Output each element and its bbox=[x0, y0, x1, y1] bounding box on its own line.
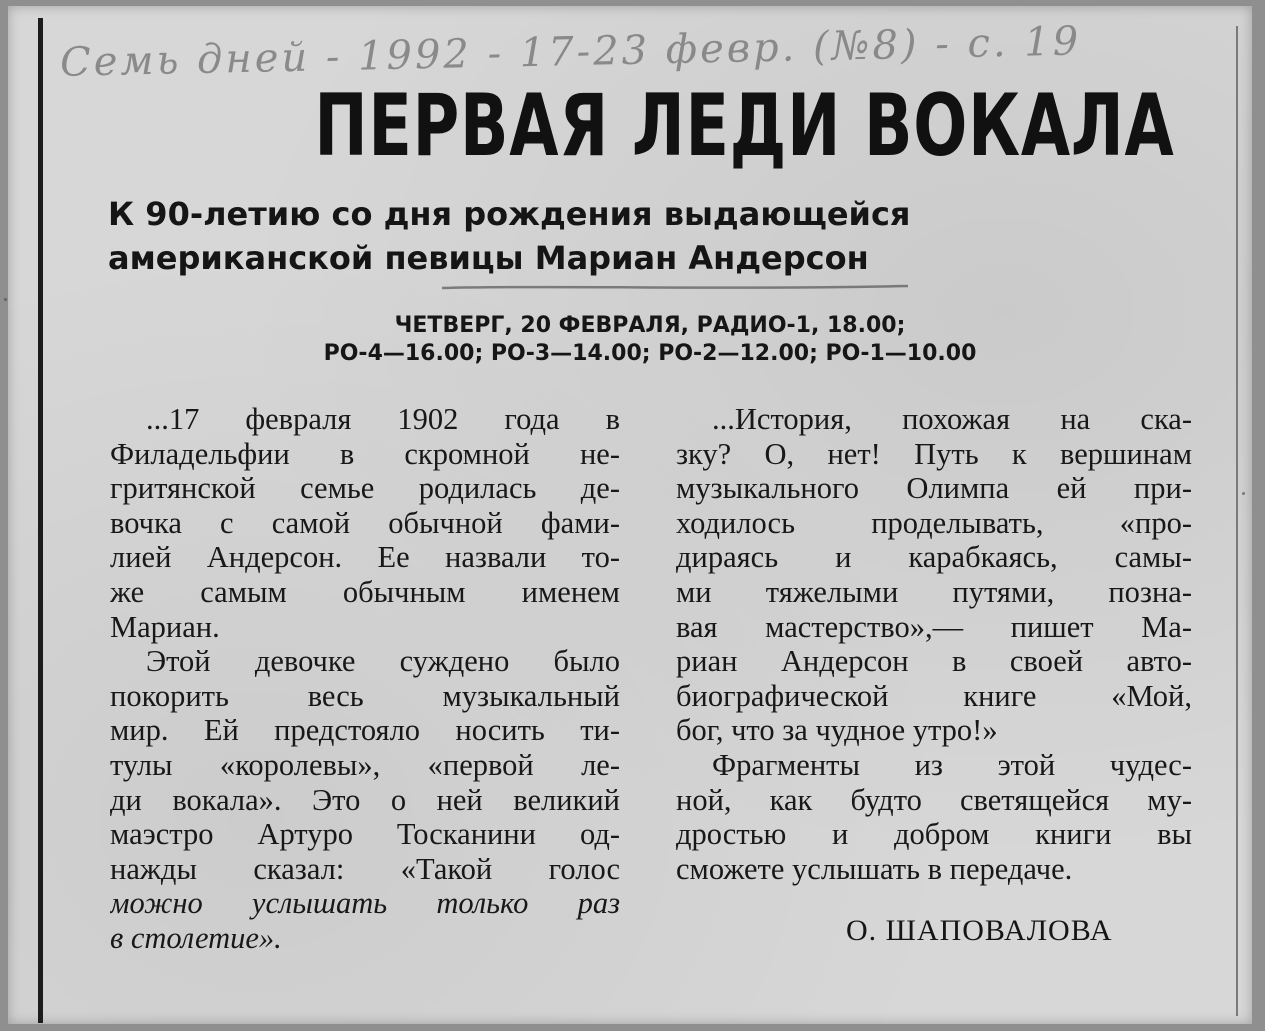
article-headline: ПЕРВАЯ ЛЕДИ ВОКАЛА bbox=[314, 76, 1175, 176]
text-line: ходилось проделывать, «про- bbox=[676, 505, 1192, 540]
text-line: ...История, похожая на ска- bbox=[712, 402, 1192, 436]
text-line: биографической книге «Мой, bbox=[676, 678, 1192, 713]
subtitle-line-2: американской певицы Мариан Андерсон bbox=[108, 239, 869, 277]
text-line: Филадельфии в скромной не- bbox=[110, 436, 620, 471]
text-line: дираясь и карабкаясь, самы- bbox=[676, 540, 1192, 575]
paper-speck bbox=[4, 298, 7, 301]
broadcast-schedule bbox=[240, 312, 1060, 368]
text-line: ми тяжелыми путями, позна- bbox=[676, 574, 1192, 609]
text-line: вочка с самой обычной фами- bbox=[110, 505, 620, 540]
text-line: нажды сказал: «Такой голос bbox=[110, 851, 620, 886]
text-line: Мариан. bbox=[110, 609, 220, 644]
text-line: тулы «королевы», «первой ле- bbox=[110, 747, 620, 782]
text-line: дростью и добром книги вы bbox=[676, 817, 1192, 852]
text-line: можно услышать только раз bbox=[110, 886, 620, 921]
text-line: Фрагменты из этой чудес- bbox=[712, 747, 1192, 782]
paper-speck bbox=[1242, 492, 1245, 495]
text-line: бог, что за чудное утро!» bbox=[676, 713, 998, 748]
article-column-left bbox=[110, 402, 620, 956]
text-line: ...17 февраля 1902 года в bbox=[146, 402, 620, 436]
text-line: ной, как будто светящейся му- bbox=[676, 782, 1192, 817]
text-line: музыкального Олимпа ей при- bbox=[676, 471, 1192, 506]
text-line: мир. Ей предстояло носить ти- bbox=[110, 713, 620, 748]
text-line: зку? О, нет! Путь к вершинам bbox=[676, 436, 1192, 471]
text-line: риан Андерсон в своей авто- bbox=[676, 644, 1192, 679]
subtitle-line-1: К 90-летию со дня рождения выдающейся bbox=[108, 195, 911, 233]
right-paper-edge bbox=[1236, 26, 1238, 1016]
pencil-underline bbox=[440, 282, 910, 292]
text-line: покорить весь музыкальный bbox=[110, 678, 620, 713]
text-line: маэстро Артуро Тосканини од- bbox=[110, 817, 620, 852]
article-column-right bbox=[676, 402, 1192, 886]
text-line: Этой девочке суждено было bbox=[146, 644, 620, 679]
text-line: же самым обычным именем bbox=[110, 574, 620, 609]
text-line: ди вокала». Это о ней великий bbox=[110, 782, 620, 817]
text-line: лией Андерсон. Ее назвали то- bbox=[110, 540, 620, 575]
text-line: сможете услышать в передаче. bbox=[676, 851, 1073, 886]
text-line: в столетие». bbox=[110, 920, 282, 955]
left-border-rule bbox=[38, 18, 43, 1023]
schedule-line-2: РО-4—16.00; РО-3—14.00; РО-2—12.00; РО-1—10.00 bbox=[323, 341, 977, 366]
article-subtitle bbox=[108, 192, 1008, 280]
text-line: вая мастерство»,— пишет Ма- bbox=[676, 609, 1192, 644]
article-author: О. ШАПОВАЛОВА bbox=[846, 914, 1113, 947]
schedule-line-1: ЧЕТВЕРГ, 20 ФЕВРАЛЯ, РАДИО-1, 18.00; bbox=[394, 313, 906, 338]
handwritten-source-note: Семь дней - 1992 - 17-23 февр. (№8) - с. 19 bbox=[59, 18, 1082, 86]
text-line: гритянской семье родилась де- bbox=[110, 471, 620, 506]
